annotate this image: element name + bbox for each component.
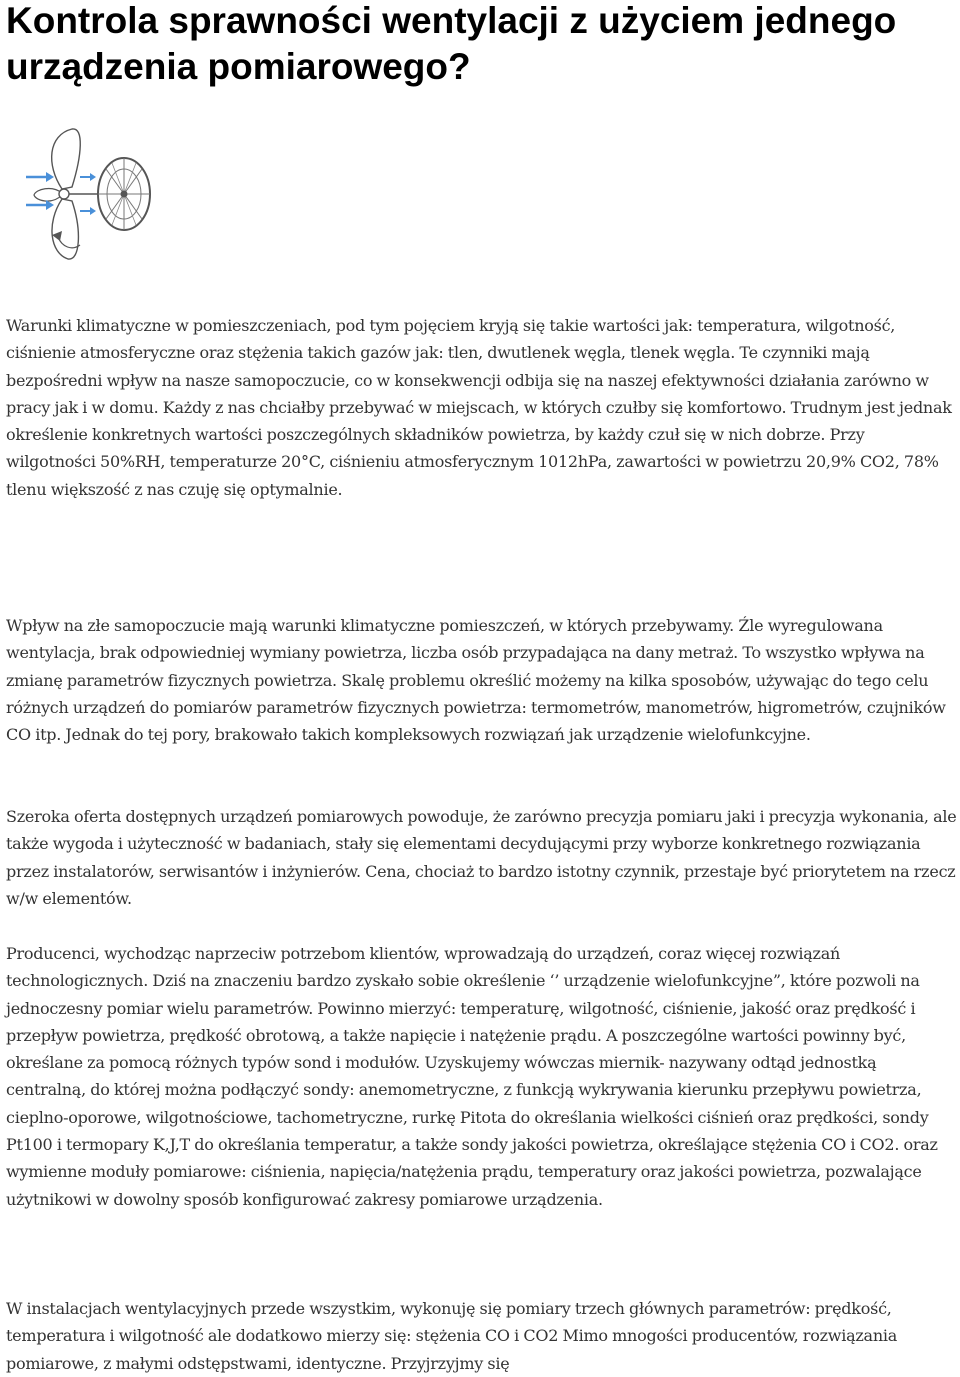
fan-hub <box>59 189 69 199</box>
paragraph-climate-conditions: Warunki klimatyczne w pomieszczeniach, pod tym pojęciem kryją się takie wartości jak: temperatura, wilgotność, ciśnienie atmosferyczne oraz stężenia takich gazów jak: tlen, dwutlenek węgla, tlenek węgla. Te czynniki mają bezpośredni wpływ na nasze samopoczucie, co w konsekwencji odbija się na naszej efektywności działania zarówno w pracy jak i w domu. Każdy z nas chciałby przebywać w miejscach, w których czułby się komfortowo. Trudnym jest jednak określenie konkretnych wartości poszczególnych składników powietrza, by każdy czuł się w nich dobrze. Przy wilgotności 50%RH, temperaturze 20°C, ciśnieniu atmosferycznym 1012hPa, zawartości w powietrzu 20,9% CO2, 78% tlenu większość z nas czuję się optymalnie. <box>6 316 952 499</box>
fan-blade-middle <box>34 189 62 202</box>
paragraph-device-offer: Szeroka oferta dostępnych urządzeń pomiarowych powoduje, że zarówno precyzja pomiaru jaki i precyzja wykonania, ale także wygoda i użyteczność w badaniach, stały się elementami decydującymi przy wyborze konkretnego rozwiązania przez instalatorów, serwisantów i inżynierów. Cena, chociaż to bardzo istotny czynnik, przestaje być priorytetem na rzecz w/w elementów. <box>6 807 957 908</box>
anemometer-hub <box>121 191 128 198</box>
page-title: Kontrola sprawności wentylacji z użyciem jednego urządzenia pomiarowego? <box>6 0 897 87</box>
paragraph-multifunction-devices: Producenci, wychodząc naprzeciw potrzebom klientów, wprowadzają do urządzeń, coraz więcej rozwiązań technologicznych. Dziś na znaczeniu bardzo zyskało sobie określenie ‘’ urządzenie wielofunkcyjne”, które pozwoli na jednoczesny pomiar wielu parametrów. Powinno mierzyć: temperaturę, wilgotność, ciśnienie, jakość oraz prędkość i przepływ powietrza, prędkość obrotową, a także napięcie i natężenie prądu. A poszczególne wartości powinny być, określane za pomocą różnych typów sond i modułów. Uzyskujemy wówczas miernik- nazywany odtąd jednostką centralną, do której można podłączyć sondy: anemometryczne, z funkcją wykrywania kierunku przepływu powietrza, cieplno-oporowe, wilgotnościowe, tachometryczne, rurkę Pitota do określania wielkości ciśnień oraz prędkości, sondy Pt100 i termopary K,J,T do określania temperatur, a także sondy jakości powietrza, określające stężenia CO i CO2. oraz wymienne moduły pomiarowe: ciśnienia, napięcia/natężenia prądu, temperatury oraz jakości powietrza, pozwalające użytnikowi w dowolny sposób konfigurować zakresy pomiarowe urządzenia. <box>6 944 938 1209</box>
paragraph-wellbeing-factors: Wpływ na złe samopoczucie mają warunki klimatyczne pomieszczeń, w których przebywamy. Źle wyregulowana wentylacja, brak odpowiedniej wymiany powietrza, liczba osób przypadająca na dany metraż. To wszystko wpływa na zmianę parametrów fizycznych powietrza. Skalę problemu określić możemy na kilka sposobów, używając do tego celu różnych urządzeń do pomiarów parametrów fizycznych powietrza: termometrów, manometrów, higrometrów, czujników CO itp. Jednak do tej pory, brakowało takich kompleksowych rozwiązań jak urządzenie wielofunkcyjne. <box>6 616 946 745</box>
paragraph-ventilation-measurements: W instalacjach wentylacyjnych przede wszystkim, wykonuję się pomiary trzech głównych parametrów: prędkość, temperatura i wilgotność ale dodatkowo mierzy się: stężenia CO i CO2 Mimo mnogości producentów, rozwiązania pomiarowe, z małymi odstępstwami, identyczne. Przyjrzyjmy się <box>6 1299 898 1373</box>
fan-blade-top <box>52 129 81 189</box>
fan-and-anemometer-illustration <box>22 125 157 265</box>
fan-blade-bottom <box>52 199 78 259</box>
fan-and-anemometer-icon <box>22 125 157 265</box>
rotation-arrow-icon <box>58 237 80 248</box>
